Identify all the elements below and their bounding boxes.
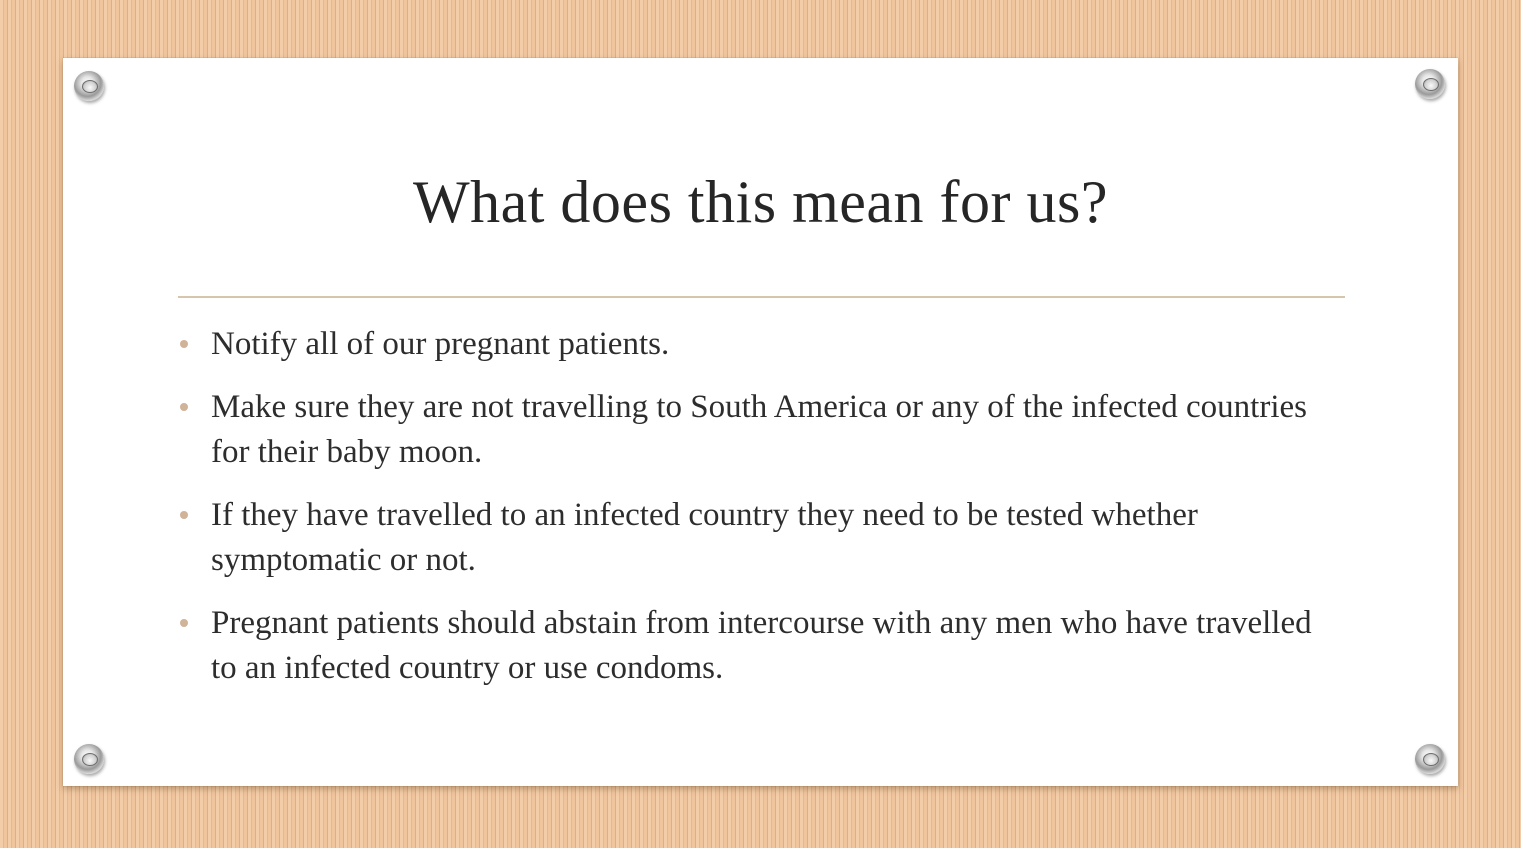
list-item — [178, 385, 1338, 475]
list-item — [178, 493, 1338, 583]
slide-title: What does this mean for us? — [413, 169, 1108, 235]
bullet-text: Make sure they are not travelling to South America or any of the infected countries for their baby moon. — [211, 389, 1307, 470]
list-item — [178, 322, 1338, 367]
list-item — [178, 601, 1338, 691]
grommet-icon — [74, 71, 104, 101]
bullet-text: Notify all of our pregnant patients. — [211, 326, 670, 362]
bullet-text: Pregnant patients should abstain from intercourse with any men who have travelled to an infected country or use condoms. — [211, 605, 1312, 686]
bullet-text: If they have travelled to an infected country they need to be tested whether symptomatic or not. — [211, 497, 1198, 578]
slide-card — [63, 58, 1458, 786]
bullet-icon — [180, 619, 188, 627]
grommet-icon — [1415, 744, 1445, 774]
bullet-list — [178, 322, 1338, 709]
bullet-icon — [180, 340, 188, 348]
grommet-icon — [1415, 69, 1445, 99]
bullet-icon — [180, 403, 188, 411]
bullet-icon — [180, 511, 188, 519]
grommet-icon — [74, 744, 104, 774]
title-divider — [178, 296, 1345, 298]
